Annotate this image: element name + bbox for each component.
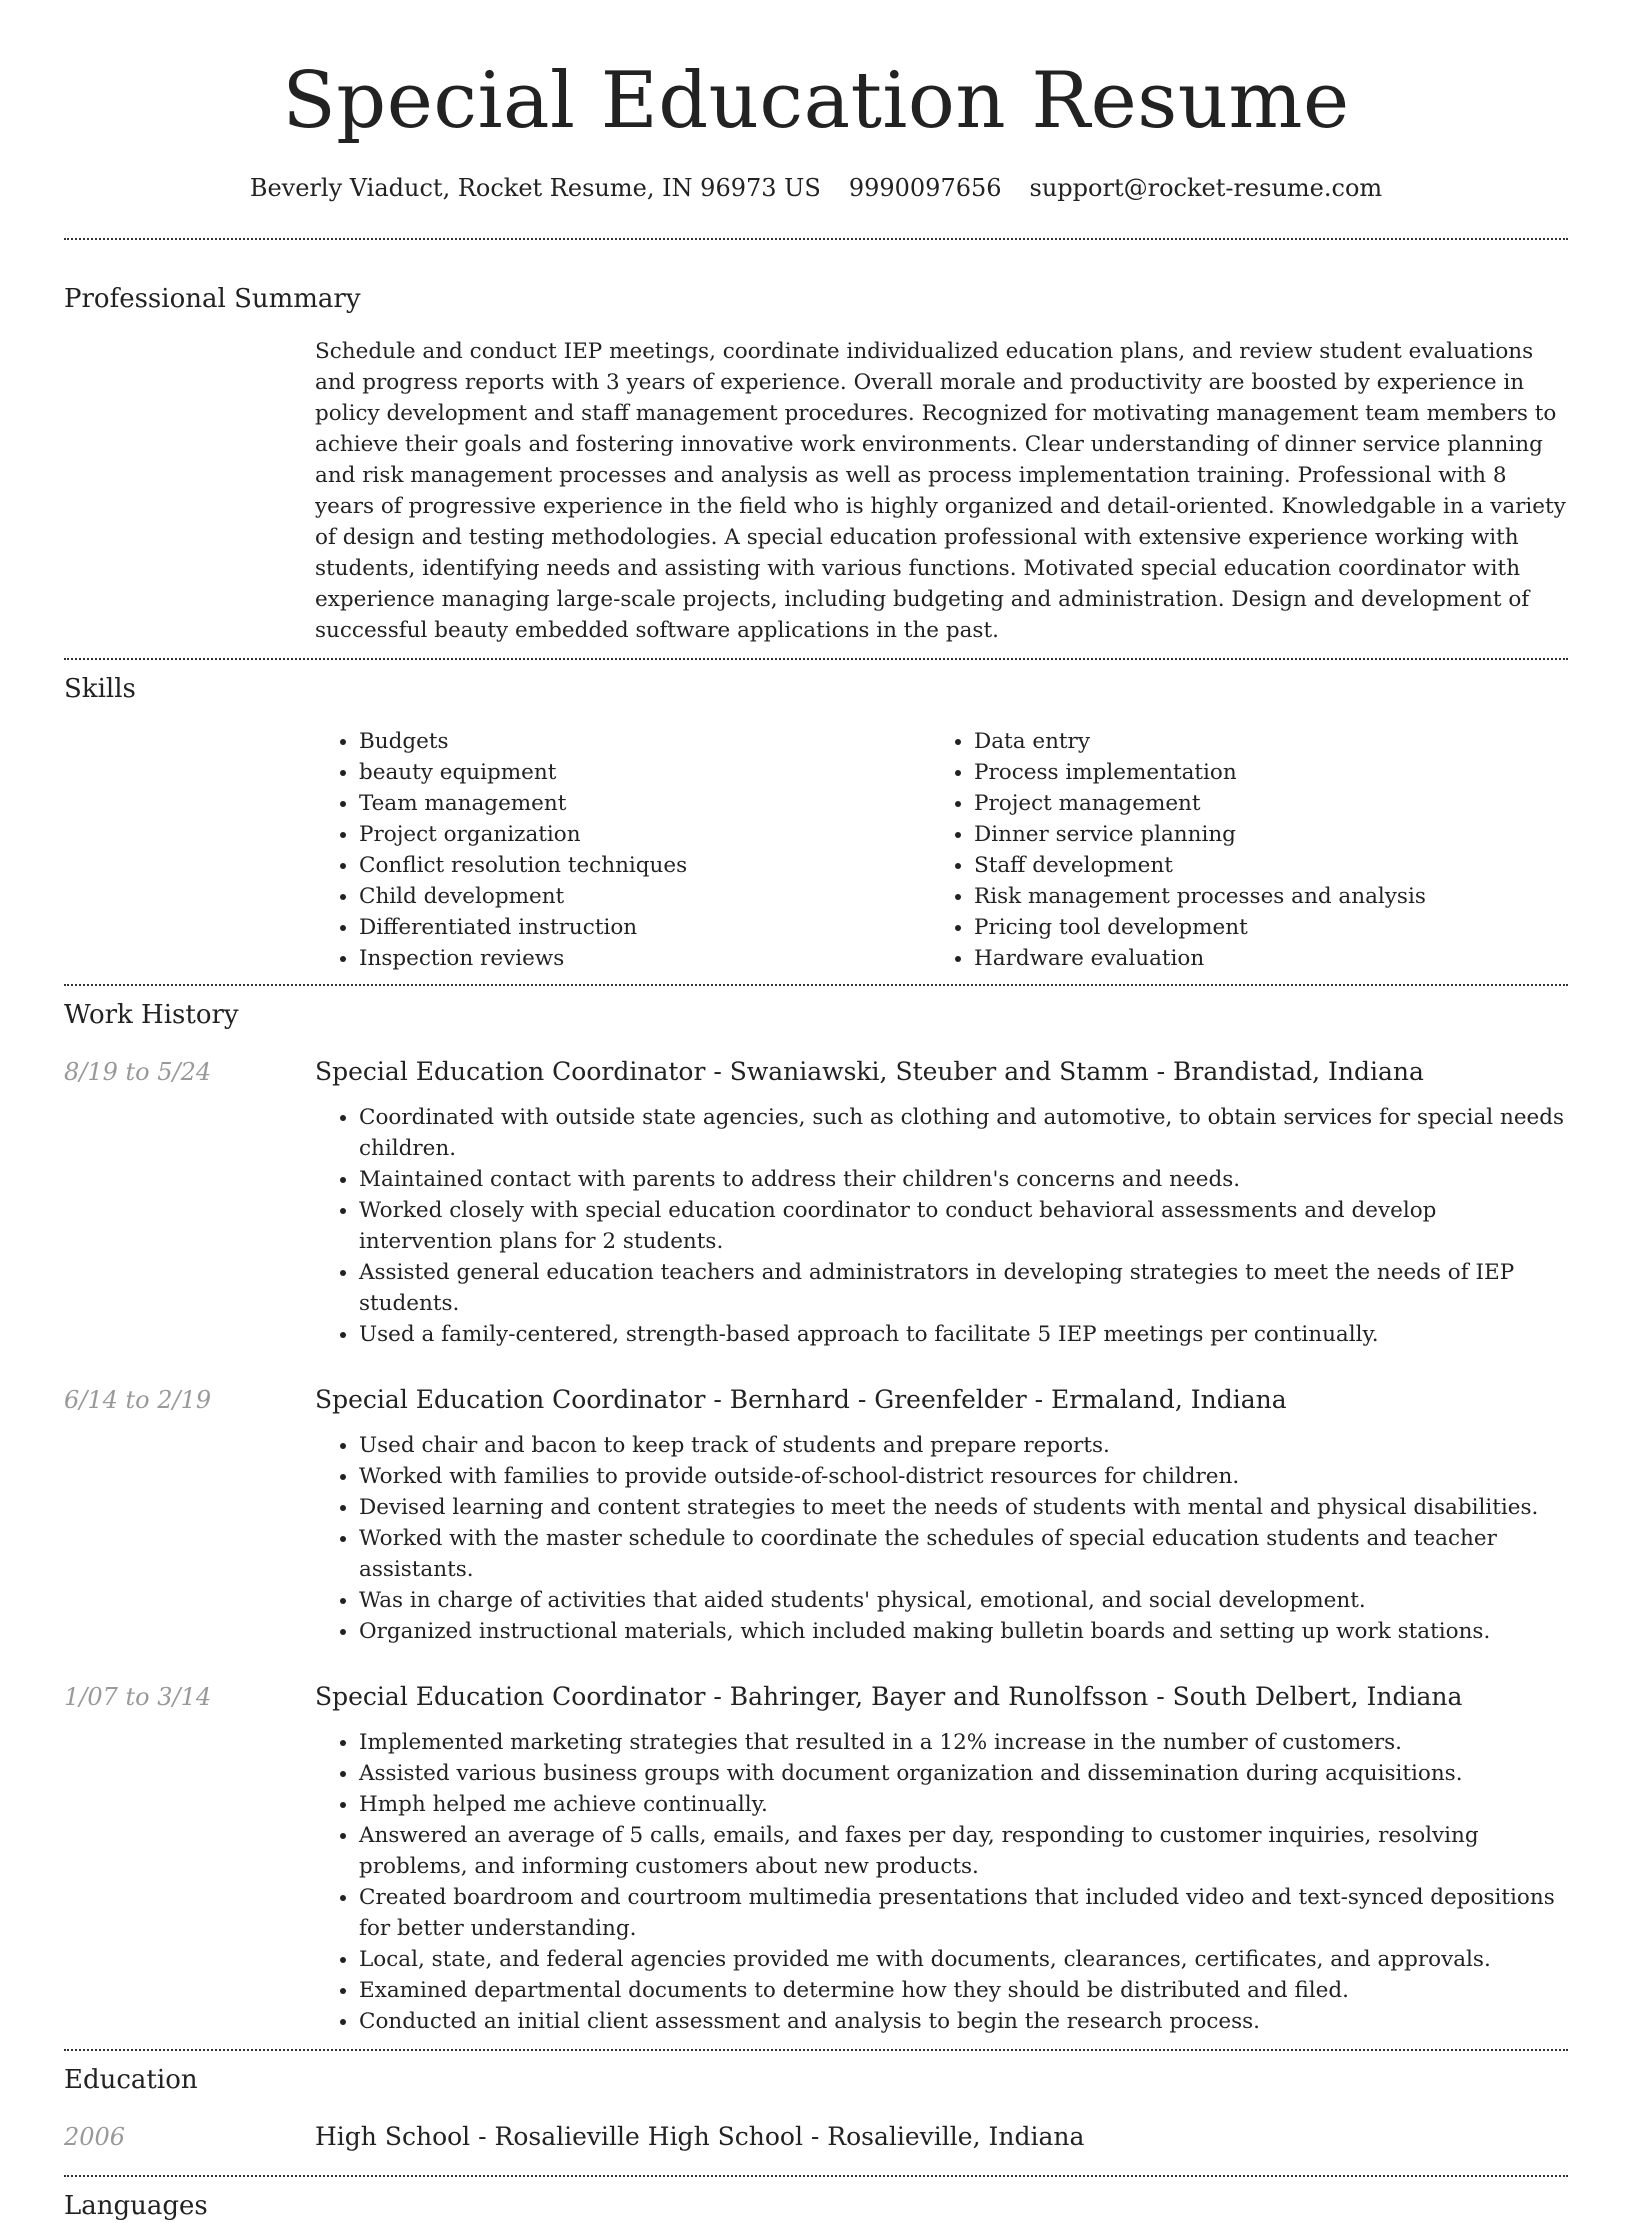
- skills-column-right: [930, 726, 1545, 974]
- job-bullet: • Worked closely with special education coordinator to conduct behavioral assessments and develop intervention plans for 2 students.: [359, 1195, 1568, 1257]
- section-title-skills: Skills: [64, 674, 136, 704]
- skill-item: • Inspection reviews: [359, 943, 930, 974]
- education-entry: [64, 2121, 1568, 2153]
- skills-list: [315, 726, 1568, 974]
- section-title-education: Education: [64, 2065, 198, 2095]
- job-heading: Special Education Coordinator - Bernhard - Greenfelder - Ermaland, Indiana: [315, 1385, 1287, 1414]
- skill-item: • Data entry: [974, 726, 1545, 757]
- job-heading: Special Education Coordinator - Bahringer, Bayer and Runolfsson - South Delbert, Indiana: [315, 1682, 1463, 1711]
- job-bullet: • Hmph helped me achieve continually.: [359, 1789, 1568, 1820]
- job-bullet: • Implemented marketing strategies that resulted in a 12% increase in the number of customers.: [359, 1727, 1568, 1758]
- contact-phone: 9990097656: [848, 174, 1002, 202]
- job-bullet: • Was in charge of activities that aided students' physical, emotional, and social development.: [359, 1585, 1568, 1616]
- divider: [64, 2049, 1568, 2051]
- job-header: [64, 1384, 1568, 1416]
- job-bullets: [315, 1727, 1568, 2037]
- job-date: 8/19 to 5/24: [64, 1058, 212, 1086]
- education-heading: High School - Rosalieville High School - Rosalieville, Indiana: [315, 2122, 1085, 2151]
- skill-item: • Team management: [359, 788, 930, 819]
- job-bullet: • Assisted various business groups with document organization and dissemination during acquisitions.: [359, 1758, 1568, 1789]
- skill-item: • Risk management processes and analysis: [974, 881, 1545, 912]
- resume-title: Special Education Resume: [282, 56, 1350, 146]
- skill-item: • Child development: [359, 881, 930, 912]
- job-bullet: • Organized instructional materials, which included making bulletin boards and setting up work stations.: [359, 1616, 1568, 1647]
- job-heading: Special Education Coordinator - Swaniawski, Steuber and Stamm - Brandistad, Indiana: [315, 1057, 1424, 1086]
- skill-item: • Differentiated instruction: [359, 912, 930, 943]
- job-date: 6/14 to 2/19: [64, 1386, 212, 1414]
- job-entry: [64, 1056, 1568, 1350]
- divider: [64, 658, 1568, 660]
- job-bullet: • Worked with the master schedule to coordinate the schedules of special education students and teacher assistants.: [359, 1523, 1568, 1585]
- job-header: [64, 1056, 1568, 1088]
- job-bullet: • Conducted an initial client assessment and analysis to begin the research process.: [359, 2006, 1568, 2037]
- section-title-languages: Languages: [64, 2191, 208, 2221]
- skill-item: • Dinner service planning: [974, 819, 1545, 850]
- job-bullet: • Worked with families to provide outside-of-school-district resources for children.: [359, 1461, 1568, 1492]
- skills-column-left: [315, 726, 930, 974]
- skill-item: • Hardware evaluation: [974, 943, 1545, 974]
- section-title-work-history: Work History: [64, 1000, 239, 1030]
- job-bullet: • Used a family-centered, strength-based approach to facilitate 5 IEP meetings per continually.: [359, 1319, 1568, 1350]
- job-bullet: • Coordinated with outside state agencies, such as clothing and automotive, to obtain services for special needs children.: [359, 1102, 1568, 1164]
- job-bullet: • Answered an average of 5 calls, emails, and faxes per day, responding to customer inquiries, resolving problems, and informing customers about new products.: [359, 1820, 1568, 1882]
- skill-item: • Process implementation: [974, 757, 1545, 788]
- job-date: 1/07 to 3/14: [64, 1683, 212, 1711]
- job-entry: [64, 1681, 1568, 2037]
- skill-item: • beauty equipment: [359, 757, 930, 788]
- skill-item: • Project organization: [359, 819, 930, 850]
- section-title-summary: Professional Summary: [64, 284, 361, 314]
- job-bullet: • Assisted general education teachers and administrators in developing strategies to meet the needs of IEP students.: [359, 1257, 1568, 1319]
- skill-item: • Staff development: [974, 850, 1545, 881]
- skill-item: • Conflict resolution techniques: [359, 850, 930, 881]
- contact-line: [64, 172, 1568, 204]
- divider: [64, 984, 1568, 986]
- contact-email: support@rocket-resume.com: [1029, 174, 1383, 202]
- skill-item: • Budgets: [359, 726, 930, 757]
- divider: [64, 238, 1568, 240]
- job-bullet: • Maintained contact with parents to address their children's concerns and needs.: [359, 1164, 1568, 1195]
- summary-text: Schedule and conduct IEP meetings, coordinate individualized education plans, and review student evaluations and progress reports with 3 years of experience. Overall morale and productivity are boosted by experience in policy development and staff management procedures. Recognized for motivating management team members to achieve their goals and fostering innovative work environments. Clear understanding of dinner service planning and risk management processes and analysis as well as process implementation training. Professional with 8 years of progressive experience in the field who is highly organized and detail-oriented. Knowledgable in a variety of design and testing methodologies. A special education professional with extensive experience working with students, identifying needs and assisting with various functions. Motivated special education coordinator with experience managing large-scale projects, including budgeting and administration. Design and development of successful beauty embedded software applications in the past.: [315, 339, 1566, 643]
- job-header: [64, 1681, 1568, 1713]
- skill-item: • Project management: [974, 788, 1545, 819]
- job-bullet: • Local, state, and federal agencies provided me with documents, clearances, certificates, and approvals.: [359, 1944, 1568, 1975]
- job-bullet: • Devised learning and content strategies to meet the needs of students with mental and physical disabilities.: [359, 1492, 1568, 1523]
- skill-item: • Pricing tool development: [974, 912, 1545, 943]
- job-bullet: • Examined departmental documents to determine how they should be distributed and filed.: [359, 1975, 1568, 2006]
- job-bullets: [315, 1430, 1568, 1647]
- education-date: 2006: [64, 2123, 126, 2151]
- divider: [64, 2175, 1568, 2177]
- job-bullets: [315, 1102, 1568, 1350]
- contact-address: Beverly Viaduct, Rocket Resume, IN 96973 US: [249, 174, 821, 202]
- job-bullet: • Used chair and bacon to keep track of students and prepare reports.: [359, 1430, 1568, 1461]
- job-entry: [64, 1384, 1568, 1647]
- job-bullet: • Created boardroom and courtroom multimedia presentations that included video and text-synced depositions for better understanding.: [359, 1882, 1568, 1944]
